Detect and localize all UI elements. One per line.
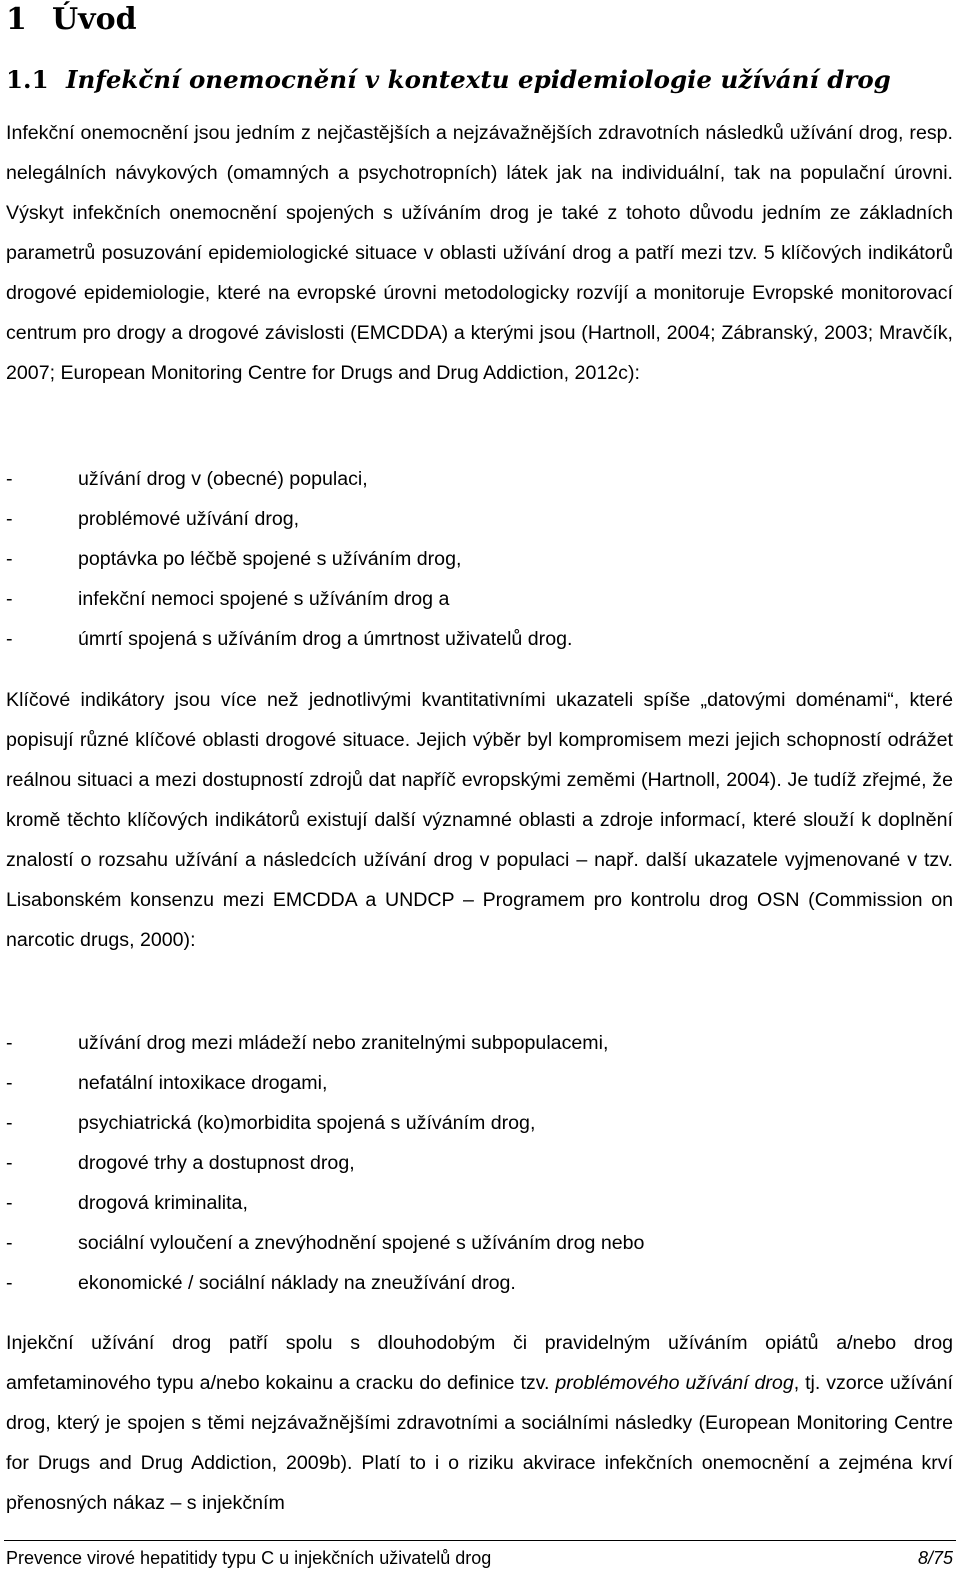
emphasis-term: problémového užívání drog bbox=[555, 1372, 794, 1394]
list-item: - úmrtí spojená s užíváním drog a úmrtnost uživatelů drog. bbox=[6, 619, 953, 659]
paragraph-indicators: Klíčové indikátory jsou více než jednotlivými kvantitativními ukazateli spíše „datovými doménami“, které popisují různé klíčové oblasti drogové situace. Jejich výběr byl kompromisem mezi jejich schopností odrážet reálnou situaci a mezi dostupností zdrojů dat napříč evropskými zeměmi (Hartnoll, 2004). Je tudíž zřejmé, že kromě těchto klíčových indikátorů existují další významné oblasti a zdroje informací, které slouží k doplnění znalostí o rozsahu užívání a následcích užívání drog v populaci – např. další ukazatele vyjmenované v tzv. Lisabonském konsenzu mezi EMCDDA a UNDCP – Programem pro kontrolu drog OSN (Commission on narcotic drugs, 2000): bbox=[6, 689, 953, 951]
section-number: 1.1 bbox=[6, 65, 49, 94]
list-item: - poptávka po léčbě spojené s užíváním drog, bbox=[6, 539, 953, 579]
chapter-number: 1 bbox=[6, 2, 27, 37]
additional-indicators-list bbox=[6, 1023, 953, 1303]
paragraph-intro: Infekční onemocnění jsou jedním z nejčastějších a nejzávažnějších zdravotních následků užívání drog, resp. nelegálních návykových (omamných a psychotropních) látek jak na individuální, tak na populační úrovni. Výskyt infekčních onemocnění spojených s užíváním drog je také z tohoto důvodu jedním ze základních parametrů posuzování epidemiologické situace v oblasti užívání drog a patří mezi tzv. 5 klíčových indikátorů drogové epidemiologie, které na evropské úrovni metodologicky rozvíjí a monitoruje Evropské monitorovací centrum pro drogy a drogové závislosti (EMCDDA) a kterými jsou (Hartnoll, 2004; Zábranský, 2003; Mravčík, 2007; European Monitoring Centre for Drugs and Drug Addiction, 2012c): bbox=[6, 122, 953, 384]
section-heading bbox=[6, 60, 891, 100]
list-item: - psychiatrická (ko)morbidita spojená s užíváním drog, bbox=[6, 1103, 953, 1143]
page-footer bbox=[6, 1546, 953, 1570]
list-item: - ekonomické / sociální náklady na zneužívání drog. bbox=[6, 1263, 953, 1303]
list-item: - infekční nemoci spojené s užíváním drog a bbox=[6, 579, 953, 619]
list-marker: - bbox=[6, 628, 13, 650]
list-marker: - bbox=[6, 1152, 13, 1174]
list-marker: - bbox=[6, 548, 13, 570]
paragraph-injection-use: Injekční užívání drog patří spolu s dlouhodobým či pravidelným užíváním opiátů a/nebo drog amfetaminového typu a/nebo kokainu a cracku do definice tzv. problémového užívání drog, tj. vzorce užívání drog, který je spojen s těmi nejzávažnějšími zdravotními a sociálními následky (European Monitoring Centre for Drugs and Drug Addiction, 2009b). Platí to i o riziku akvirace infekčních onemocnění a zejména krví přenosných nákaz – s injekčním bbox=[6, 1332, 953, 1514]
list-marker: - bbox=[6, 1072, 13, 1094]
list-item: - sociální vyloučení a znevýhodnění spojené s užíváním drog nebo bbox=[6, 1223, 953, 1263]
section-title: Infekční onemocnění v kontextu epidemiologie užívání drog bbox=[66, 65, 891, 94]
list-item: - drogová kriminalita, bbox=[6, 1183, 953, 1223]
list-item: - užívání drog v (obecné) populaci, bbox=[6, 459, 953, 499]
list-marker: - bbox=[6, 1112, 13, 1134]
list-item: - nefatální intoxikace drogami, bbox=[6, 1063, 953, 1103]
chapter-title: Úvod bbox=[52, 2, 137, 37]
list-marker: - bbox=[6, 468, 13, 490]
page-number: 8/75 bbox=[917, 1548, 953, 1568]
list-marker: - bbox=[6, 588, 13, 610]
key-indicators-list bbox=[6, 459, 953, 659]
list-marker: - bbox=[6, 1272, 13, 1294]
list-marker: - bbox=[6, 1192, 13, 1214]
footer-title: Prevence virové hepatitidy typu C u injekčních uživatelů drog bbox=[6, 1548, 492, 1568]
chapter-heading bbox=[6, 0, 137, 40]
list-marker: - bbox=[6, 1032, 13, 1054]
list-marker: - bbox=[6, 1232, 13, 1254]
list-marker: - bbox=[6, 508, 13, 530]
footer-divider bbox=[4, 1540, 956, 1541]
list-item: - problémové užívání drog, bbox=[6, 499, 953, 539]
list-item: - drogové trhy a dostupnost drog, bbox=[6, 1143, 953, 1183]
list-item: - užívání drog mezi mládeží nebo zranitelnými subpopulacemi, bbox=[6, 1023, 953, 1063]
